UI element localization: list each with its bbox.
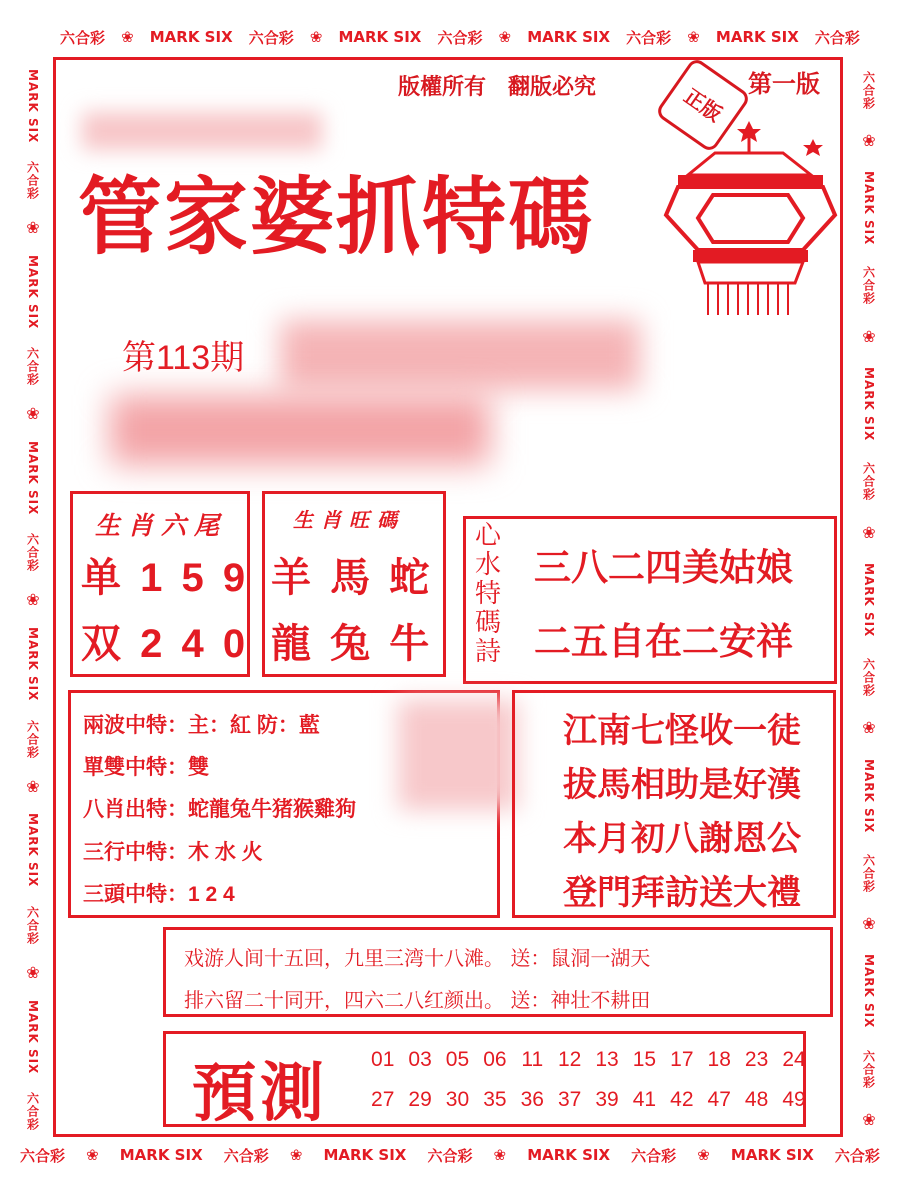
six-logo: 六合彩: [25, 1091, 40, 1131]
list-item: 三頭中特：1 2 4: [83, 883, 235, 906]
poem-line: 拔馬相助是好漢: [563, 766, 801, 804]
copyright-notice: 版權所有 翻版必究: [398, 74, 597, 100]
brand-text: MARK SIX: [26, 813, 40, 888]
brand-text: MARK SIX: [730, 1146, 814, 1164]
flower-icon: ❀: [862, 130, 876, 150]
blurred-region: [280, 320, 640, 390]
issue-number: 第113期: [122, 339, 245, 377]
prediction-number: 47: [707, 1088, 731, 1111]
flower-icon: ❀: [687, 28, 700, 46]
flower-icon: ❀: [26, 404, 40, 424]
prediction-number: 12: [557, 1048, 582, 1071]
six-logo: 六合彩: [437, 28, 483, 47]
six-logo: 六合彩: [861, 658, 876, 698]
prediction-row-1: [364, 1048, 813, 1072]
brand-text: MARK SIX: [149, 28, 233, 46]
prediction-number: 18: [707, 1048, 731, 1071]
six-logo: 六合彩: [861, 462, 876, 502]
flower-icon: ❀: [289, 1146, 303, 1164]
six-logo: 六合彩: [20, 1146, 66, 1165]
brand-text: MARK SIX: [26, 999, 40, 1074]
border-left-strip: [20, 60, 46, 1140]
list-item: 單雙中特：雙: [83, 756, 209, 779]
prediction-number: 01: [371, 1048, 395, 1071]
flower-icon: ❀: [498, 28, 512, 46]
prediction-number: 36: [520, 1088, 544, 1111]
flower-icon: ❀: [26, 218, 40, 238]
prediction-number: 23: [744, 1048, 769, 1071]
flower-icon: ❀: [26, 776, 40, 796]
prediction-number: 42: [670, 1088, 694, 1111]
six-logo: 六合彩: [861, 854, 876, 894]
flower-icon: ❀: [121, 28, 134, 46]
flower-icon: ❀: [26, 962, 40, 982]
prediction-row-2: [364, 1088, 813, 1112]
poem-side-label: 心水特碼詩: [474, 520, 501, 666]
prediction-number: 03: [408, 1048, 432, 1071]
prediction-number: 06: [483, 1048, 507, 1071]
six-logo: 六合彩: [25, 719, 40, 759]
brand-text: MARK SIX: [26, 68, 40, 144]
brand-text: MARK SIX: [26, 441, 40, 516]
border-right-strip: [856, 60, 882, 1140]
six-logo: 六合彩: [834, 1146, 880, 1165]
brand-text: MARK SIX: [862, 562, 876, 638]
prediction-label: 預測: [192, 1057, 328, 1129]
brand-text: MARK SIX: [715, 28, 799, 46]
tail-box-title: 生肖六尾: [95, 511, 228, 540]
prediction-number: 39: [595, 1088, 619, 1111]
six-logo: 六合彩: [25, 161, 40, 201]
brand-text: MARK SIX: [862, 954, 876, 1029]
six-logo: 六合彩: [631, 1146, 677, 1165]
prediction-number: 49: [782, 1088, 806, 1111]
six-logo: 六合彩: [814, 28, 860, 47]
flower-icon: ❀: [862, 914, 876, 934]
even-tails: 双 2 4 0: [81, 622, 250, 666]
prediction-number: 30: [445, 1088, 470, 1111]
riddle-box: [163, 927, 833, 1017]
prediction-number: 13: [595, 1048, 619, 1071]
zodiac-row-1: 羊 馬 蛇: [271, 556, 434, 600]
riddle-line: 排六留二十同开，四六二八红颜出。 送：神壮不耕田: [184, 988, 651, 1012]
prediction-number: 05: [445, 1048, 470, 1071]
list-item: 三行中特：木 水 火: [83, 841, 263, 864]
edition-label: 第一版: [748, 69, 820, 98]
six-logo: 六合彩: [861, 266, 876, 306]
page-title: 管家婆抓特碼: [78, 167, 595, 266]
prediction-number: 24: [782, 1048, 806, 1071]
border-top-strip: [60, 20, 860, 54]
six-logo: 六合彩: [626, 28, 672, 47]
flower-icon: ❀: [862, 326, 876, 346]
prediction-number: 27: [371, 1088, 395, 1111]
six-logo: 六合彩: [60, 28, 106, 47]
flower-icon: ❀: [862, 718, 876, 738]
brand-text: MARK SIX: [862, 366, 876, 442]
zodiac-hot-box: [262, 491, 446, 677]
prediction-box: [163, 1031, 806, 1127]
prediction-number: 17: [670, 1048, 694, 1071]
brand-text: MARK SIX: [527, 28, 611, 46]
poem-line: 本月初八謝恩公: [563, 820, 801, 858]
poem-box: [512, 690, 836, 918]
flower-icon: ❀: [493, 1146, 507, 1164]
six-logo: 六合彩: [25, 905, 40, 945]
odd-tails: 单 1 5 9: [81, 556, 250, 600]
brand-text: MARK SIX: [527, 1146, 611, 1164]
flower-icon: ❀: [862, 1110, 876, 1130]
six-logo: 六合彩: [25, 533, 40, 573]
brand-text: MARK SIX: [119, 1146, 203, 1164]
list-item: 八肖出特：蛇龍兔牛猪猴雞狗: [83, 798, 356, 821]
genuine-stamp: 正版: [654, 56, 751, 153]
blurred-region: [398, 700, 518, 810]
prediction-number: 37: [557, 1088, 582, 1111]
zodiac-row-2: 龍 兔 牛: [271, 622, 434, 666]
special-poem-box: [463, 516, 837, 684]
six-logo: 六合彩: [248, 28, 294, 47]
poem-line: 三八二四美姑娘: [534, 547, 793, 588]
blurred-region: [110, 395, 490, 465]
blurred-region: [82, 112, 322, 150]
six-logo: 六合彩: [861, 1049, 876, 1089]
list-item: 兩波中特：主：紅 防：藍: [83, 714, 320, 737]
flower-icon: ❀: [309, 28, 323, 46]
flower-icon: ❀: [86, 1146, 99, 1164]
brand-text: MARK SIX: [862, 170, 876, 246]
prediction-number: 29: [408, 1088, 432, 1111]
brand-text: MARK SIX: [338, 28, 422, 46]
border-bottom-strip: [20, 1138, 880, 1172]
poem-line: 二五自在二安祥: [534, 621, 793, 662]
prediction-number: 11: [521, 1048, 544, 1071]
six-logo: 六合彩: [427, 1146, 473, 1165]
flower-icon: ❀: [697, 1146, 710, 1164]
lantern-illustration: [663, 115, 838, 330]
poem-line: 江南七怪收一徒: [563, 712, 801, 750]
flower-icon: ❀: [26, 590, 40, 610]
six-logo: 六合彩: [861, 70, 876, 110]
brand-text: MARK SIX: [323, 1146, 407, 1164]
prediction-number: 15: [632, 1048, 657, 1071]
prediction-number: 35: [483, 1088, 507, 1111]
zodiac-tail-box: [70, 491, 250, 677]
prediction-number: 48: [744, 1088, 769, 1111]
brand-text: MARK SIX: [862, 758, 876, 833]
brand-text: MARK SIX: [26, 255, 40, 330]
six-logo: 六合彩: [25, 347, 40, 387]
zodiac-box-title: 生肖旺碼: [293, 508, 405, 532]
poem-line: 登門拜訪送大禮: [563, 874, 801, 912]
flower-icon: ❀: [862, 522, 876, 542]
six-logo: 六合彩: [223, 1146, 269, 1165]
riddle-line: 戏游人间十五回，九里三湾十八滩。 送：鼠洞一湖天: [184, 946, 651, 970]
brand-text: MARK SIX: [26, 627, 40, 702]
prediction-number: 41: [632, 1088, 657, 1111]
